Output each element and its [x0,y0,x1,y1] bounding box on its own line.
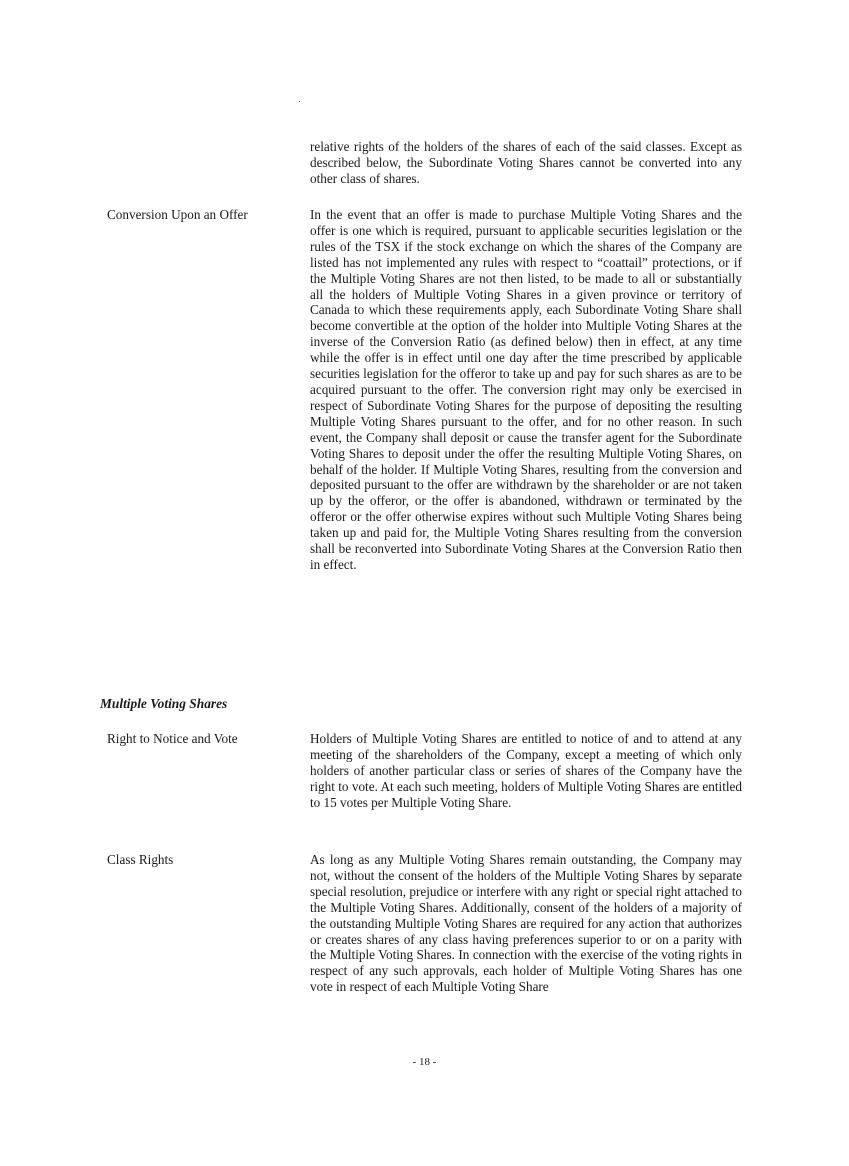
class-rights-label: Class Rights [107,852,174,867]
right-to-notice-and-vote-paragraph: Holders of Multiple Voting Shares are entitled to notice of and to attend at any meeting of the shareholders of the Company, except a meeting of which only holders of another particular class or series of shares of the Company have the right to vote. At each such meeting, holders of Multiple Voting Shares are entitled to 15 votes per Multiple Voting Share. [310,731,742,810]
continuation-paragraph: relative rights of the holders of the shares of each of the said classes. Except as described below, the Subordinate Voting Shares cannot be converted into any other class of shares. [310,139,742,186]
page-number: - 18 - [412,1056,437,1068]
conversion-upon-offer-paragraph: In the event that an offer is made to purchase Multiple Voting Shares and the offer is one which is required, pursuant to applicable securities legislation or the rules of the TSX if the stock exchange on which the shares of the Company are listed has not implemented any rules with respect to “coattail” protections, or if the Multiple Voting Shares are not then listed, to be made to all or substantially all the holders of Multiple Voting Shares in a given province or territory of Canada to which these requirements apply, each Subordinate Voting Share shall become convertible at the option of the holder into Multiple Voting Shares at the inverse of the Conversion Ratio (as defined below) then in effect, at any time while the offer is in effect until one day after the time prescribed by applicable securities legislation for the offeror to take up and pay for such shares as are to be acquired pursuant to the offer. The conversion right may only be exercised in respect of Subordinate Voting Shares for the purpose of depositing the resulting Multiple Voting Shares pursuant to the offer, and for no other reason. In such event, the Company shall deposit or cause the transfer agent for the Subordinate Voting Shares to deposit under the offer the resulting Multiple Voting Shares, on behalf of the holder. If Multiple Voting Shares, resulting from the conversion and deposited pursuant to the offer are withdrawn by the shareholder or are not taken up by the offeror, or the offer is abandoned, withdrawn or terminated by the offeror or the offer otherwise expires without such Multiple Voting Shares being taken up and paid for, the Multiple Voting Shares resulting from the conversion shall be reconverted into Subordinate Voting Shares at the Conversion Ratio then in effect. [310,207,742,572]
section-heading-multiple-voting-shares: Multiple Voting Shares [100,696,228,711]
class-rights-paragraph: As long as any Multiple Voting Shares remain outstanding, the Company may not, without the consent of the holders of the Multiple Voting Shares by separate special resolution, prejudice or interfere with any right or special right attached to the Multiple Voting Shares. Additionally, consent of the holders of a majority of the outstanding Multiple Voting Shares are required for any action that authorizes or creates shares of any class having preferences superior to or on a parity with the Multiple Voting Shares. In connection with the exercise of the voting rights in respect of any such approvals, each holder of Multiple Voting Shares has one vote in respect of each Multiple Voting Share [310,852,742,995]
right-to-notice-and-vote-label: Right to Notice and Vote [107,731,238,746]
conversion-upon-offer-label: Conversion Upon an Offer [107,207,248,222]
stray-mark [299,101,300,102]
